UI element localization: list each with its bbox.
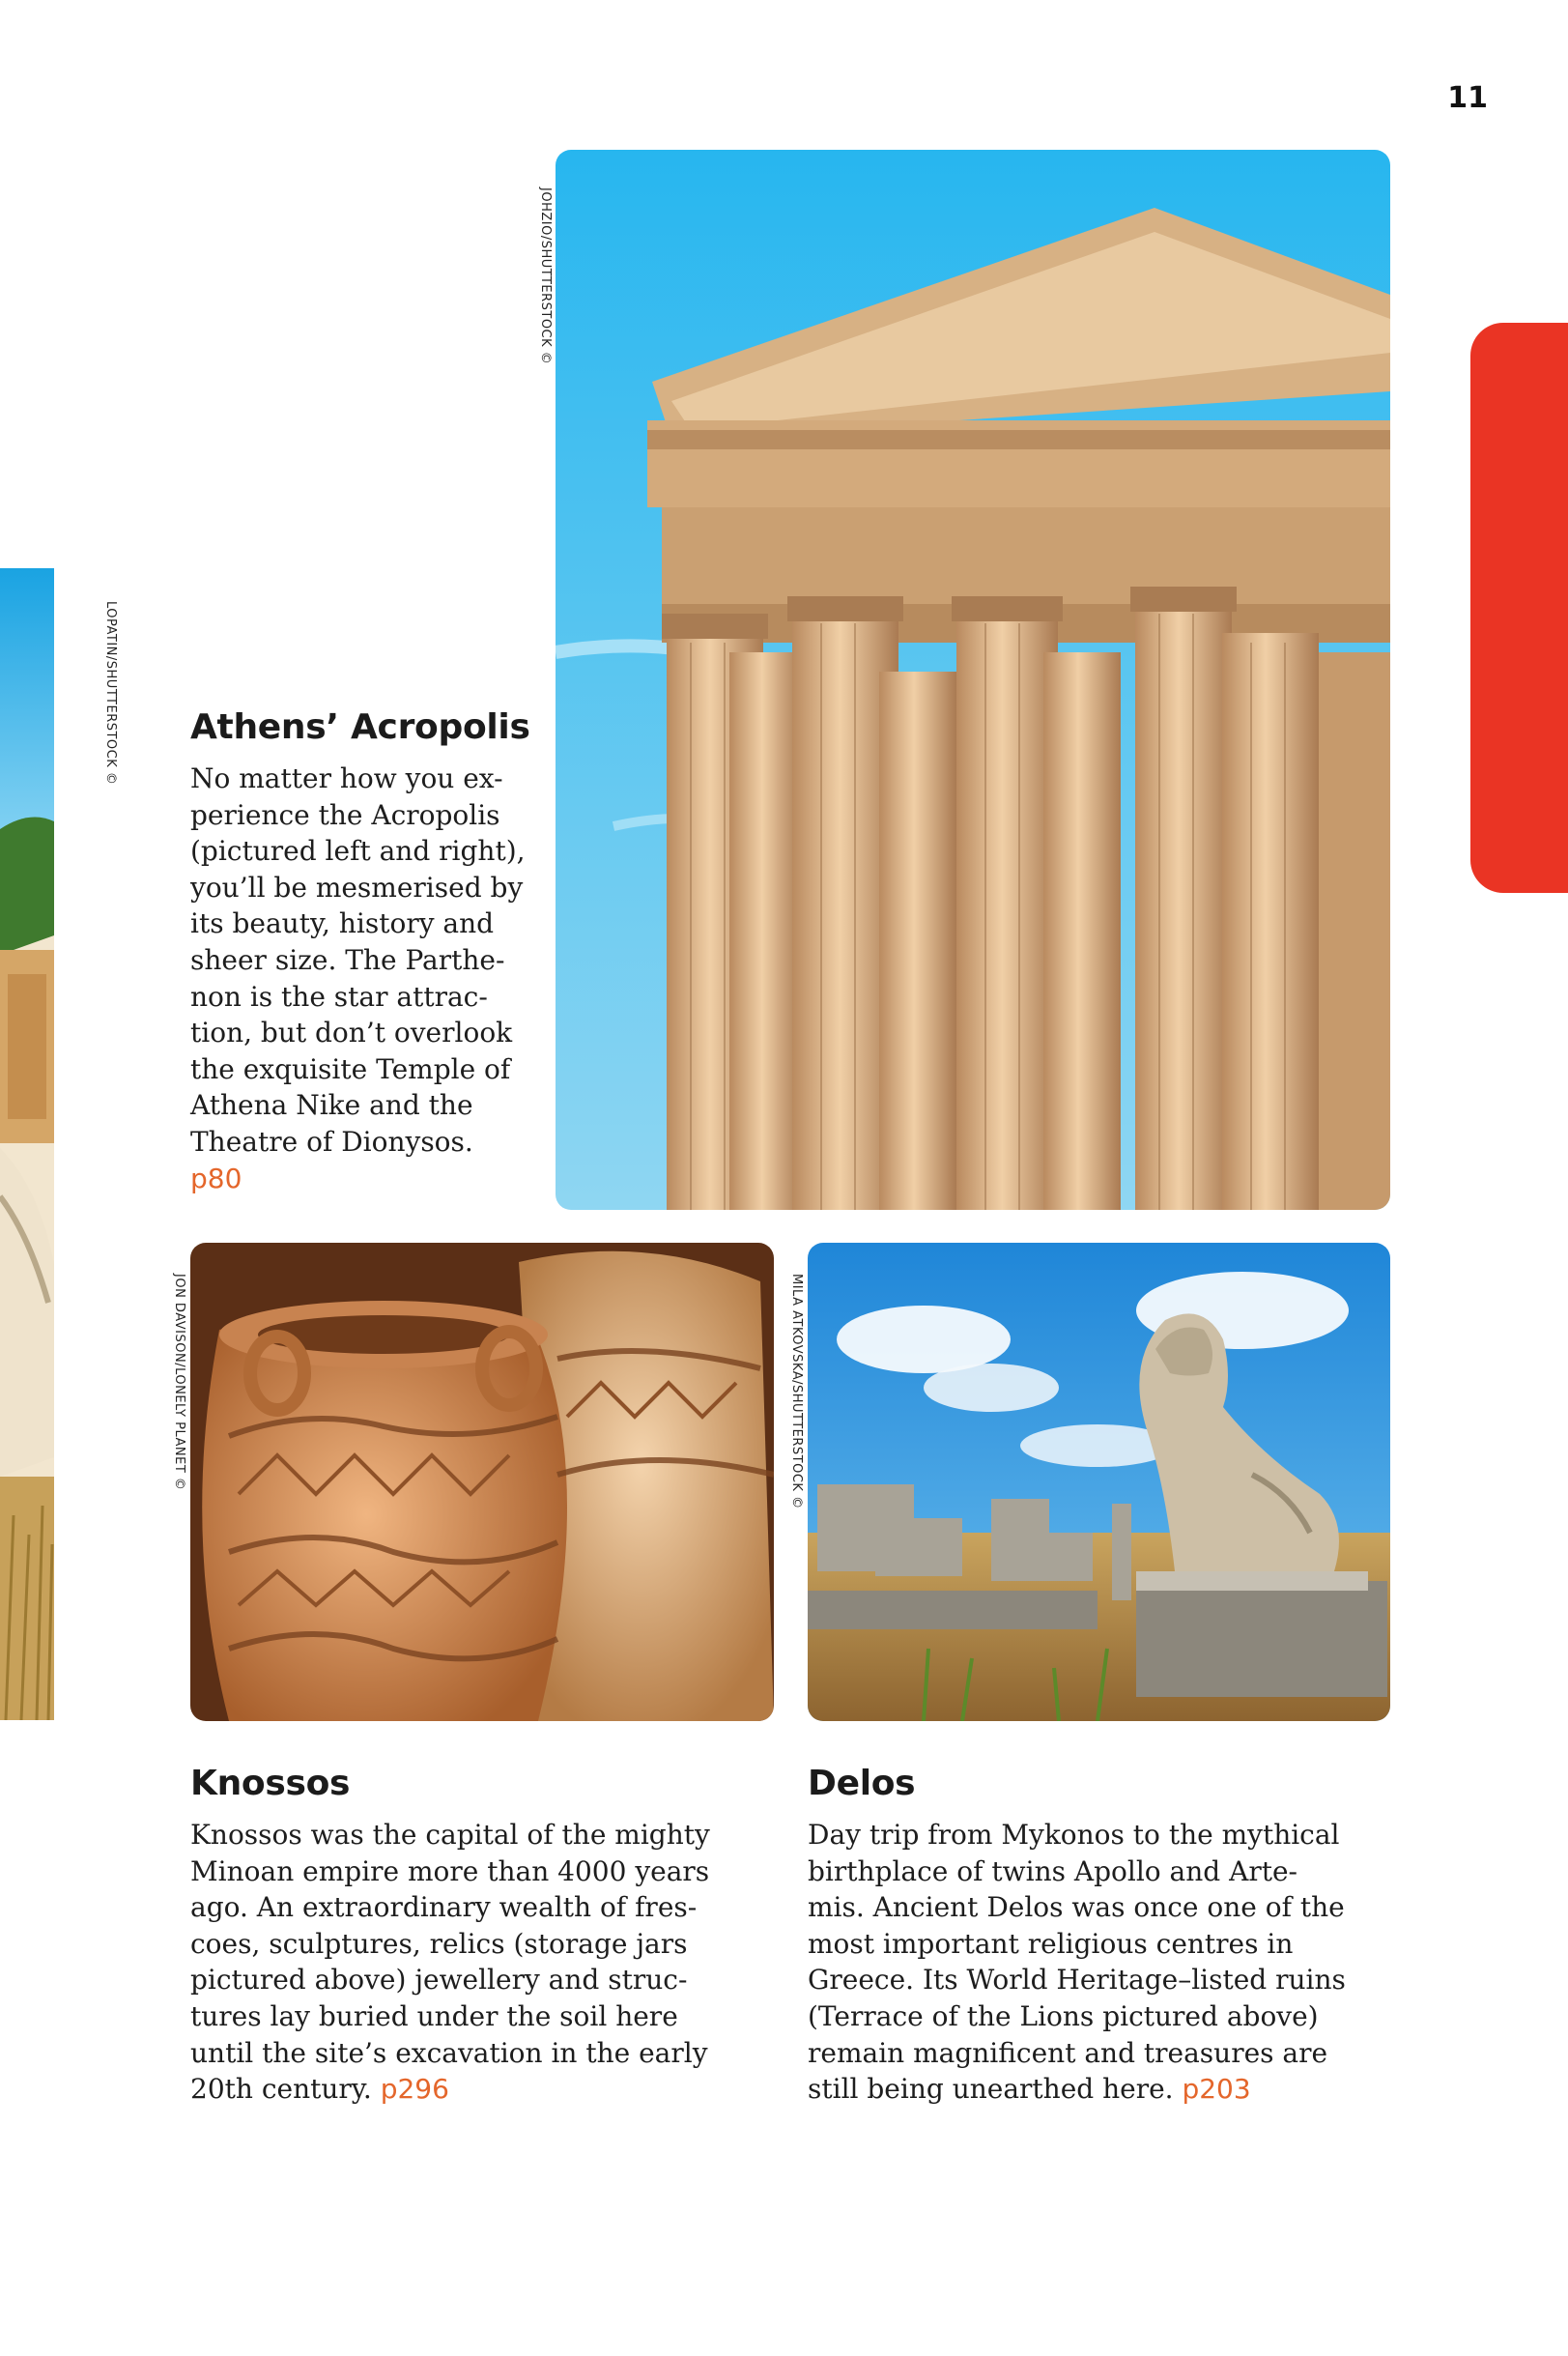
- photo-credit-delos: MILA ATKOVSKA/SHUTTERSTOCK ©: [789, 1274, 804, 1509]
- text-line: remain magnificent and treasures are: [808, 2036, 1328, 2069]
- section-heading-acropolis: Athens’ Acropolis: [190, 707, 530, 747]
- chapter-tab[interactable]: [1470, 323, 1568, 893]
- text-line: you’ll be mesmerised by: [190, 871, 524, 904]
- page-ref-link[interactable]: p296: [380, 2073, 449, 2106]
- text-line: pictured above) jewellery and struc-: [190, 1964, 688, 1997]
- section-body-acropolis: [190, 761, 548, 1196]
- text-line: most important religious centres in: [808, 1927, 1294, 1960]
- text-line: perience the Acropolis: [190, 798, 500, 831]
- text-line: still being unearthed here.: [808, 2073, 1174, 2106]
- photo-credit-knossos: JON DAVISON/LONELY PLANET ©: [172, 1274, 186, 1491]
- text-line: Greece. Its World Heritage–listed ruins: [808, 1964, 1346, 1997]
- text-line: birthplace of twins Apollo and Arte-: [808, 1854, 1297, 1887]
- text-line: tion, but don’t overlook: [190, 1017, 513, 1049]
- photo-credit-acropolis-main: JOHZIO/SHUTTERSTOCK ©: [538, 187, 553, 365]
- text-line: Athena Nike and the: [190, 1089, 473, 1122]
- text-line: No matter how you ex-: [190, 762, 503, 794]
- section-body-knossos: [190, 1817, 789, 2108]
- text-line: (Terrace of the Lions pictured above): [808, 1999, 1319, 2032]
- text-line: Theatre of Dionysos.: [190, 1125, 473, 1158]
- text-line: its beauty, history and: [190, 907, 495, 940]
- acropolis-left-photo: [0, 568, 54, 1720]
- photo-credit-acropolis-left: LOPATIN/SHUTTERSTOCK ©: [103, 601, 118, 786]
- text-line: Knossos was the capital of the mighty: [190, 1819, 710, 1851]
- section-body-delos: [808, 1817, 1407, 2108]
- page-ref-link[interactable]: p203: [1182, 2073, 1251, 2106]
- text-line: tures lay buried under the soil here: [190, 1999, 678, 2032]
- delos-terrace-of-lions-photo: [808, 1243, 1390, 1721]
- text-line: ago. An extraordinary wealth of fres-: [190, 1891, 698, 1924]
- text-line: 20th century.: [190, 2073, 372, 2106]
- text-line: non is the star attrac-: [190, 980, 488, 1013]
- page-ref-link[interactable]: p80: [190, 1162, 242, 1194]
- text-line: (pictured left and right),: [190, 835, 526, 868]
- text-line: until the site’s excavation in the early: [190, 2036, 708, 2069]
- text-line: the exquisite Temple of: [190, 1052, 511, 1085]
- knossos-storage-jars-photo: [190, 1243, 774, 1721]
- text-line: mis. Ancient Delos was once one of the: [808, 1891, 1345, 1924]
- section-heading-knossos: Knossos: [190, 1764, 351, 1803]
- acropolis-parthenon-photo: [556, 150, 1390, 1210]
- page-number: 11: [1447, 81, 1488, 115]
- section-heading-delos: Delos: [808, 1764, 916, 1803]
- text-line: Minoan empire more than 4000 years: [190, 1854, 710, 1887]
- text-line: coes, sculptures, relics (storage jars: [190, 1927, 688, 1960]
- text-line: sheer size. The Parthe-: [190, 943, 505, 976]
- text-line: Day trip from Mykonos to the mythical: [808, 1819, 1340, 1851]
